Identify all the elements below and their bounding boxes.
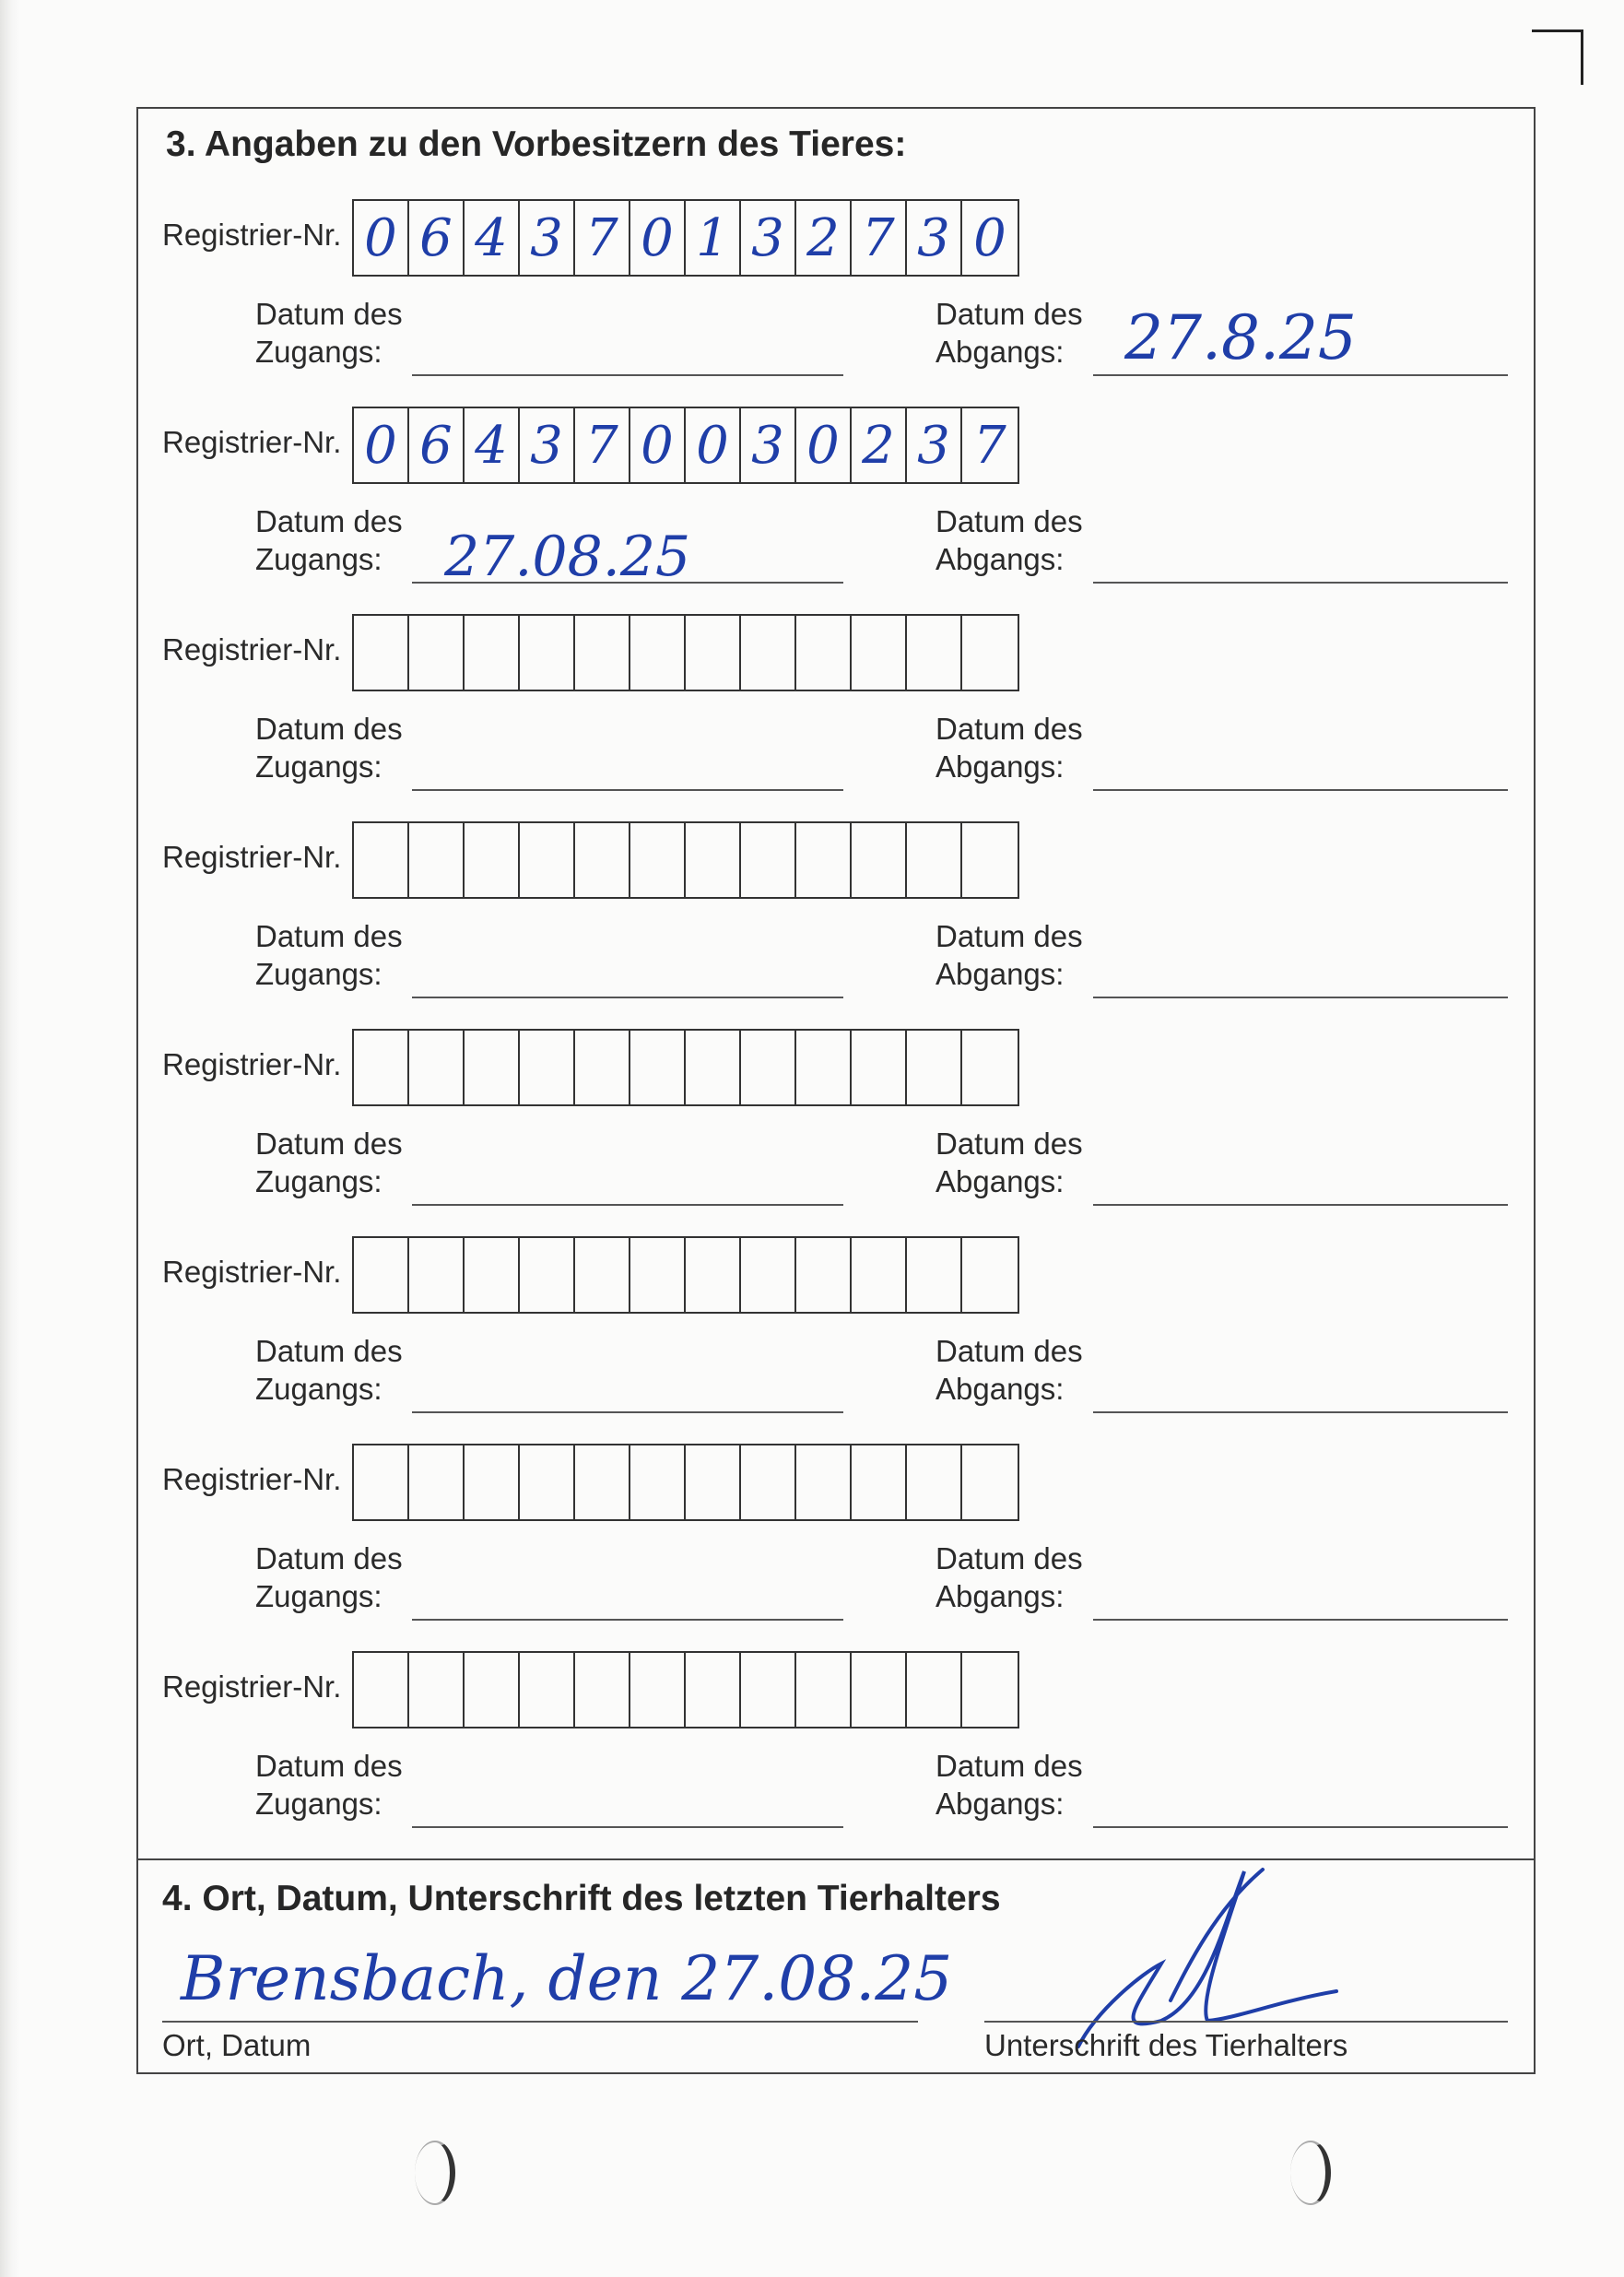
- registrier-nr-digit[interactable]: [686, 1653, 741, 1727]
- zugang-field-line[interactable]: [412, 1619, 843, 1621]
- registrier-nr-digit[interactable]: [630, 1238, 686, 1312]
- zugang-field-line[interactable]: [412, 374, 843, 376]
- registrier-nr-digit[interactable]: [907, 823, 962, 897]
- registrier-nr-digit[interactable]: [354, 1445, 409, 1519]
- registrier-nr-digit[interactable]: [962, 1445, 1018, 1519]
- registrier-nr-digit[interactable]: [575, 1445, 630, 1519]
- datum-abgang-label: Abgangs:: [936, 335, 1065, 369]
- abgang-field-line[interactable]: [1093, 582, 1508, 584]
- registrier-nr-digit[interactable]: 1: [686, 201, 741, 275]
- registrier-nr-digit[interactable]: 2: [796, 201, 852, 275]
- datum-abgang-label: Abgangs:: [936, 542, 1065, 576]
- registrier-nr-digit[interactable]: [575, 616, 630, 690]
- registrier-nr-digit[interactable]: [796, 1653, 852, 1727]
- registrier-nr-digit[interactable]: 0: [630, 201, 686, 275]
- registrier-nr-digit[interactable]: [907, 1445, 962, 1519]
- abgang-field-line[interactable]: [1093, 1826, 1508, 1828]
- registrier-nr-digit[interactable]: 7: [973, 415, 1006, 476]
- registrier-nr-digit[interactable]: [741, 616, 796, 690]
- registrier-nr-digit[interactable]: [741, 1031, 796, 1104]
- registrier-nr-digit[interactable]: [575, 1653, 630, 1727]
- registrier-nr-digit[interactable]: 0: [686, 408, 741, 482]
- registrier-nr-digit[interactable]: [465, 1031, 520, 1104]
- datum-zugang-label: Zugangs:: [255, 1787, 382, 1821]
- registrier-nr-boxes[interactable]: [352, 199, 1019, 277]
- registrier-nr-digit[interactable]: [520, 1238, 575, 1312]
- datum-abgang-label: Abgangs:: [936, 1164, 1065, 1198]
- registrier-nr-digit[interactable]: [465, 1238, 520, 1312]
- registrier-nr-digit[interactable]: [630, 1445, 686, 1519]
- registrier-nr-digit[interactable]: 4: [465, 201, 520, 275]
- punch-hole-right: [1290, 2141, 1331, 2205]
- datum-zugang-label: Datum des: [255, 919, 403, 953]
- place-date-value: Brensbach, den 27.08.25: [181, 1943, 953, 2014]
- datum-zugang-label: Datum des: [255, 504, 403, 538]
- registrier-nr-digit[interactable]: 7: [575, 201, 630, 275]
- datum-abgang-label: Datum des: [936, 1541, 1083, 1575]
- registrier-nr-boxes[interactable]: [352, 1236, 1019, 1314]
- registrier-nr-digit[interactable]: [354, 616, 409, 690]
- registrier-nr-digit[interactable]: [796, 1031, 852, 1104]
- datum-abgang-label: Abgangs:: [936, 749, 1065, 784]
- registrier-nr-digit[interactable]: 4: [465, 408, 520, 482]
- zugang-field-line[interactable]: [412, 789, 843, 791]
- registrier-nr-digit[interactable]: [520, 1031, 575, 1104]
- registrier-nr-label: Registrier-Nr.: [162, 1255, 342, 1289]
- registrier-nr-digit[interactable]: [465, 823, 520, 897]
- registrier-nr-digit[interactable]: [962, 1031, 1018, 1104]
- registrier-nr-digit[interactable]: 7: [575, 408, 630, 482]
- registrier-nr-digit[interactable]: 3: [741, 201, 796, 275]
- registrier-nr-digit[interactable]: [409, 1238, 465, 1312]
- registrier-nr-boxes[interactable]: [352, 407, 1019, 484]
- datum-abgang-label: Datum des: [936, 919, 1083, 953]
- registrier-nr-digit[interactable]: [852, 616, 907, 690]
- registrier-nr-digit[interactable]: 3: [520, 408, 575, 482]
- section-divider: [136, 1858, 1536, 1860]
- registrier-nr-label: Registrier-Nr.: [162, 840, 342, 874]
- registrier-nr-digit[interactable]: [465, 1445, 520, 1519]
- registrier-nr-digit[interactable]: [796, 1238, 852, 1312]
- datum-zugang-label: Datum des: [255, 297, 403, 331]
- registrier-nr-digit[interactable]: [852, 1653, 907, 1727]
- datum-zugang-label: Zugangs:: [255, 749, 382, 784]
- datum-zugang-label: Zugangs:: [255, 542, 382, 576]
- registrier-nr-digit[interactable]: [796, 616, 852, 690]
- abgang-field-line[interactable]: [1093, 1411, 1508, 1413]
- registrier-nr-digit[interactable]: [520, 616, 575, 690]
- corner-crop-mark: [1532, 29, 1583, 85]
- scan-edge-shadow: [0, 0, 20, 2277]
- registrier-nr-digit[interactable]: [575, 1031, 630, 1104]
- registrier-nr-digit[interactable]: [575, 1238, 630, 1312]
- registrier-nr-digit[interactable]: 0: [973, 207, 1006, 268]
- registrier-nr-digit[interactable]: [686, 1445, 741, 1519]
- registrier-nr-digit[interactable]: [630, 1653, 686, 1727]
- registrier-nr-digit[interactable]: [686, 823, 741, 897]
- registrier-nr-label: Registrier-Nr.: [162, 1669, 342, 1704]
- abgang-date-value[interactable]: 27.8.25: [1124, 302, 1357, 373]
- datum-zugang-label: Datum des: [255, 1334, 403, 1368]
- abgang-field-line[interactable]: [1093, 789, 1508, 791]
- abgang-field-line[interactable]: [1093, 997, 1508, 998]
- datum-zugang-label: Datum des: [255, 712, 403, 746]
- registrier-nr-digit[interactable]: [741, 1445, 796, 1519]
- abgang-field-line[interactable]: [1093, 374, 1508, 376]
- registrier-nr-digit[interactable]: [962, 1238, 1018, 1312]
- datum-abgang-label: Datum des: [936, 1334, 1083, 1368]
- registrier-nr-digit[interactable]: 0: [630, 408, 686, 482]
- registrier-nr-digit[interactable]: 3: [907, 408, 962, 482]
- registrier-nr-digit[interactable]: [520, 1653, 575, 1727]
- datum-abgang-label: Datum des: [936, 712, 1083, 746]
- registrier-nr-digit[interactable]: [907, 1653, 962, 1727]
- registrier-nr-digit[interactable]: [686, 616, 741, 690]
- registrier-nr-digit[interactable]: [741, 823, 796, 897]
- place-date-line: [162, 2021, 918, 2023]
- registrier-nr-digit[interactable]: [741, 1653, 796, 1727]
- datum-abgang-label: Abgangs:: [936, 957, 1065, 991]
- registrier-nr-digit[interactable]: 2: [852, 408, 907, 482]
- datum-abgang-label: Abgangs:: [936, 1372, 1065, 1406]
- abgang-field-line[interactable]: [1093, 1619, 1508, 1621]
- registrier-nr-digit[interactable]: 3: [520, 201, 575, 275]
- registrier-nr-label: Registrier-Nr.: [162, 1462, 342, 1496]
- zugang-field-line[interactable]: [412, 997, 843, 998]
- registrier-nr-digit[interactable]: [409, 1445, 465, 1519]
- registrier-nr-digit[interactable]: [962, 823, 1018, 897]
- zugang-date-value[interactable]: 27.08.25: [444, 525, 691, 589]
- registrier-nr-digit[interactable]: 3: [741, 408, 796, 482]
- registrier-nr-digit[interactable]: [686, 1238, 741, 1312]
- signature-line: [984, 2021, 1508, 2023]
- registrier-nr-digit[interactable]: [852, 1238, 907, 1312]
- registrier-nr-digit[interactable]: [354, 1653, 409, 1727]
- zugang-field-line[interactable]: [412, 1204, 843, 1206]
- registrier-nr-label: Registrier-Nr.: [162, 632, 342, 667]
- registrier-nr-digit[interactable]: [354, 823, 409, 897]
- registrier-nr-digit[interactable]: [630, 616, 686, 690]
- datum-zugang-label: Datum des: [255, 1541, 403, 1575]
- datum-abgang-label: Abgangs:: [936, 1579, 1065, 1613]
- datum-abgang-label: Datum des: [936, 1749, 1083, 1783]
- registrier-nr-digit[interactable]: [409, 616, 465, 690]
- registrier-nr-digit[interactable]: [907, 1238, 962, 1312]
- registrier-nr-digit[interactable]: [520, 1445, 575, 1519]
- registrier-nr-label: Registrier-Nr.: [162, 1047, 342, 1081]
- registrier-nr-digit[interactable]: 7: [852, 201, 907, 275]
- datum-abgang-label: Abgangs:: [936, 1787, 1065, 1821]
- registrier-nr-digit[interactable]: [354, 1031, 409, 1104]
- registrier-nr-digit[interactable]: [520, 823, 575, 897]
- datum-abgang-label: Datum des: [936, 504, 1083, 538]
- registrier-nr-digit[interactable]: [796, 1445, 852, 1519]
- registrier-nr-boxes[interactable]: [352, 821, 1019, 899]
- registrier-nr-digit[interactable]: [575, 823, 630, 897]
- datum-abgang-label: Datum des: [936, 1127, 1083, 1161]
- registrier-nr-digit[interactable]: [796, 823, 852, 897]
- registrier-nr-digit[interactable]: [962, 616, 1018, 690]
- datum-zugang-label: Datum des: [255, 1749, 403, 1783]
- registrier-nr-digit[interactable]: 0: [354, 201, 409, 275]
- section-3-title: 3. Angaben zu den Vorbesitzern des Tieres:: [166, 124, 907, 164]
- registrier-nr-digit[interactable]: 6: [409, 408, 465, 482]
- datum-abgang-label: Datum des: [936, 297, 1083, 331]
- datum-zugang-label: Zugangs:: [255, 335, 382, 369]
- punch-hole-left: [415, 2141, 455, 2205]
- registrier-nr-digit[interactable]: [852, 1445, 907, 1519]
- datum-zugang-label: Zugangs:: [255, 1579, 382, 1613]
- registrier-nr-digit[interactable]: 3: [907, 201, 962, 275]
- registrier-nr-label: Registrier-Nr.: [162, 218, 342, 252]
- registrier-nr-boxes[interactable]: [352, 614, 1019, 691]
- registrier-nr-label: Registrier-Nr.: [162, 425, 342, 459]
- registrier-nr-digit[interactable]: [409, 1653, 465, 1727]
- registrier-nr-digit[interactable]: 6: [409, 201, 465, 275]
- registrier-nr-digit[interactable]: [962, 1653, 1018, 1727]
- abgang-field-line[interactable]: [1093, 1204, 1508, 1206]
- zugang-field-line[interactable]: [412, 1411, 843, 1413]
- registrier-nr-boxes[interactable]: [352, 1651, 1019, 1728]
- registrier-nr-digit[interactable]: [354, 1238, 409, 1312]
- registrier-nr-digit[interactable]: [630, 823, 686, 897]
- registrier-nr-digit[interactable]: [907, 616, 962, 690]
- registrier-nr-digit[interactable]: [686, 1031, 741, 1104]
- registrier-nr-digit[interactable]: [409, 823, 465, 897]
- signature-label: Unterschrift des Tierhalters: [984, 2028, 1348, 2062]
- registrier-nr-digit[interactable]: [852, 823, 907, 897]
- registrier-nr-digit[interactable]: [465, 1653, 520, 1727]
- registrier-nr-digit[interactable]: 0: [354, 408, 409, 482]
- datum-zugang-label: Zugangs:: [255, 1372, 382, 1406]
- registrier-nr-digit[interactable]: [907, 1031, 962, 1104]
- registrier-nr-digit[interactable]: [741, 1238, 796, 1312]
- registrier-nr-digit[interactable]: [630, 1031, 686, 1104]
- registrier-nr-boxes[interactable]: [352, 1029, 1019, 1106]
- registrier-nr-digit[interactable]: [465, 616, 520, 690]
- zugang-field-line[interactable]: [412, 1826, 843, 1828]
- datum-zugang-label: Datum des: [255, 1127, 403, 1161]
- datum-zugang-label: Zugangs:: [255, 957, 382, 991]
- registrier-nr-digit[interactable]: 0: [796, 408, 852, 482]
- datum-zugang-label: Zugangs:: [255, 1164, 382, 1198]
- registrier-nr-digit[interactable]: [409, 1031, 465, 1104]
- registrier-nr-digit[interactable]: [852, 1031, 907, 1104]
- section-4-title: 4. Ort, Datum, Unterschrift des letzten Tierhalters: [162, 1879, 1001, 1918]
- place-date-label: Ort, Datum: [162, 2028, 312, 2062]
- registrier-nr-boxes[interactable]: [352, 1444, 1019, 1521]
